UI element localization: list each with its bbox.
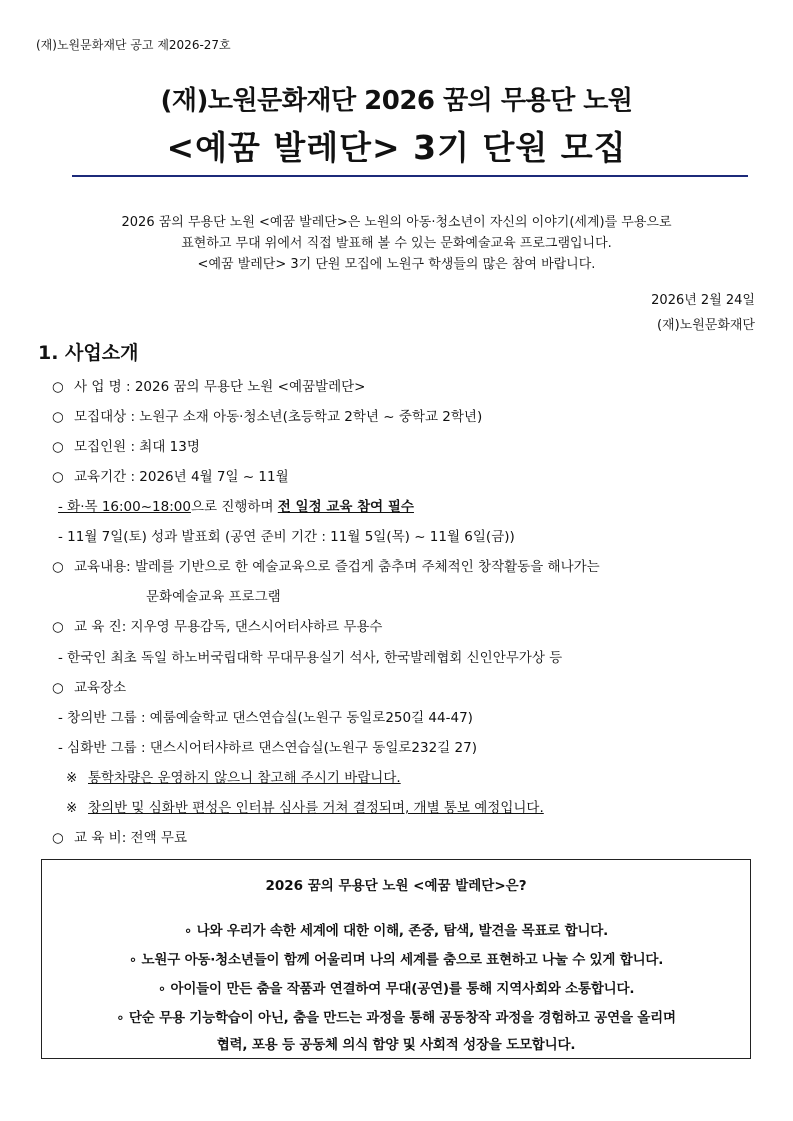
summary-line: 협력, 포용 등 공동체 의식 함양 및 사회적 성장을 도모합니다. [216,1037,576,1053]
circle-bullet-icon: ○ [52,409,64,425]
reference-mark-icon: ※ [66,800,78,816]
intro-line: 표현하고 무대 위에서 직접 발표해 볼 수 있는 문화예술교육 프로그램입니다. [181,236,612,251]
item-period-schedule [58,495,414,515]
title-line-1: (재)노원문화재단 2026 꿈의 무용단 노원 [160,86,633,116]
circle-bullet-icon: ○ [52,830,64,846]
note-grouping [66,796,544,816]
circle-bullet-icon: ○ [52,379,64,395]
item-text: 모집인원 : 최대 13명 [74,439,200,455]
summary-line: ∘ 아이들이 만든 춤을 작품과 연결하여 무대(공연)를 통해 지역사회와 소통합니다. [157,981,635,997]
item-instructors-detail: - 한국인 최초 독일 하노버국립대학 무대무용실기 석사, 한국발레협회 신인안무가상 등 [58,650,563,666]
note-shuttle [66,766,401,786]
section-1-heading: 1. 사업소개 [38,342,139,364]
item-venue-advanced: - 심화반 그룹 : 댄스시어터샤하르 댄스연습실(노원구 동일로232길 27) [58,740,477,756]
circle-bullet-icon: ○ [52,619,64,635]
title-line-2: <예꿈 발레단> 3기 단원 모집 [166,128,627,167]
item-program-name [52,375,365,395]
schedule-required: 전 일정 교육 참여 필수 [277,499,414,515]
item-content [52,555,600,575]
circle-bullet-icon: ○ [52,469,64,485]
item-count [52,435,200,455]
intro-paragraph [40,212,753,275]
schedule-text: 으로 진행하며 [190,499,278,515]
intro-line: <예꿈 발레단> 3기 단원 모집에 노원구 학생들의 많은 참여 바랍니다. [197,257,596,272]
item-text: 교 육 비: 전액 무료 [74,830,188,846]
reference-mark-icon: ※ [66,770,78,786]
summary-box-title: 2026 꿈의 무용단 노원 <예꿈 발레단>은? [265,878,527,894]
issuer: (재)노원문화재단 [656,318,755,333]
item-text: 교 육 진: 지우영 무용감독, 댄스시어터샤하르 무용수 [74,619,383,635]
item-text: 교육장소 [74,680,127,696]
item-period-showcase: - 11월 7일(토) 성과 발표회 (공연 준비 기간 : 11월 5일(목) ~ 11월 6일(금)) [58,529,515,545]
circle-bullet-icon: ○ [52,680,64,696]
notice-number: (재)노원문화재단 공고 제2026-27호 [36,38,231,52]
item-instructors [52,615,382,635]
circle-bullet-icon: ○ [52,559,64,575]
circle-bullet-icon: ○ [52,439,64,455]
item-text: 모집대상 : 노원구 소재 아동·청소년(초등학교 2학년 ~ 중학교 2학년) [74,409,483,425]
program-summary-box [41,859,751,1059]
item-fee [52,826,187,846]
summary-line: ∘ 단순 무용 기능학습이 아닌, 춤을 만드는 과정을 통해 공동창작 과정을 경험하고 공연을 올리며 [116,1010,676,1026]
note-text: 통학차량은 운영하지 않으니 참고해 주시기 바랍니다. [88,770,401,786]
summary-line: ∘ 노원구 아동·청소년들이 함께 어울리며 나의 세계를 춤으로 표현하고 나눌 수 있게 합니다. [128,952,664,968]
item-venue [52,676,126,696]
note-text: 창의반 및 심화반 편성은 인터뷰 심사를 거쳐 결정되며, 개별 통보 예정입니다. [88,800,544,816]
intro-line: 2026 꿈의 무용단 노원 <예꿈 발레단>은 노원의 아동·청소년이 자신의 이야기(세계)를 무용으로 [121,215,672,230]
schedule-time: - 화·목 16:00~18:00 [58,499,191,515]
notice-date: 2026년 2월 24일 [651,293,755,308]
item-text: 교육내용: 발레를 기반으로 한 예술교육으로 즐겁게 춤추며 주체적인 창작활동을 해나가는 [74,559,600,575]
item-text: 사 업 명 : 2026 꿈의 무용단 노원 <예꿈발레단> [74,379,366,395]
item-text: 교육기간 : 2026년 4월 7일 ~ 11월 [74,469,289,485]
title-divider [72,175,748,177]
summary-line: ∘ 나와 우리가 속한 세계에 대한 이해, 존중, 탐색, 발견을 목표로 합니다. [183,923,609,939]
item-venue-creative: - 창의반 그룹 : 예룸예술학교 댄스연습실(노원구 동일로250길 44-47) [58,710,473,726]
item-content-continued: 문화예술교육 프로그램 [146,589,281,605]
date-block [651,288,755,338]
item-period [52,465,289,485]
item-target [52,405,482,425]
